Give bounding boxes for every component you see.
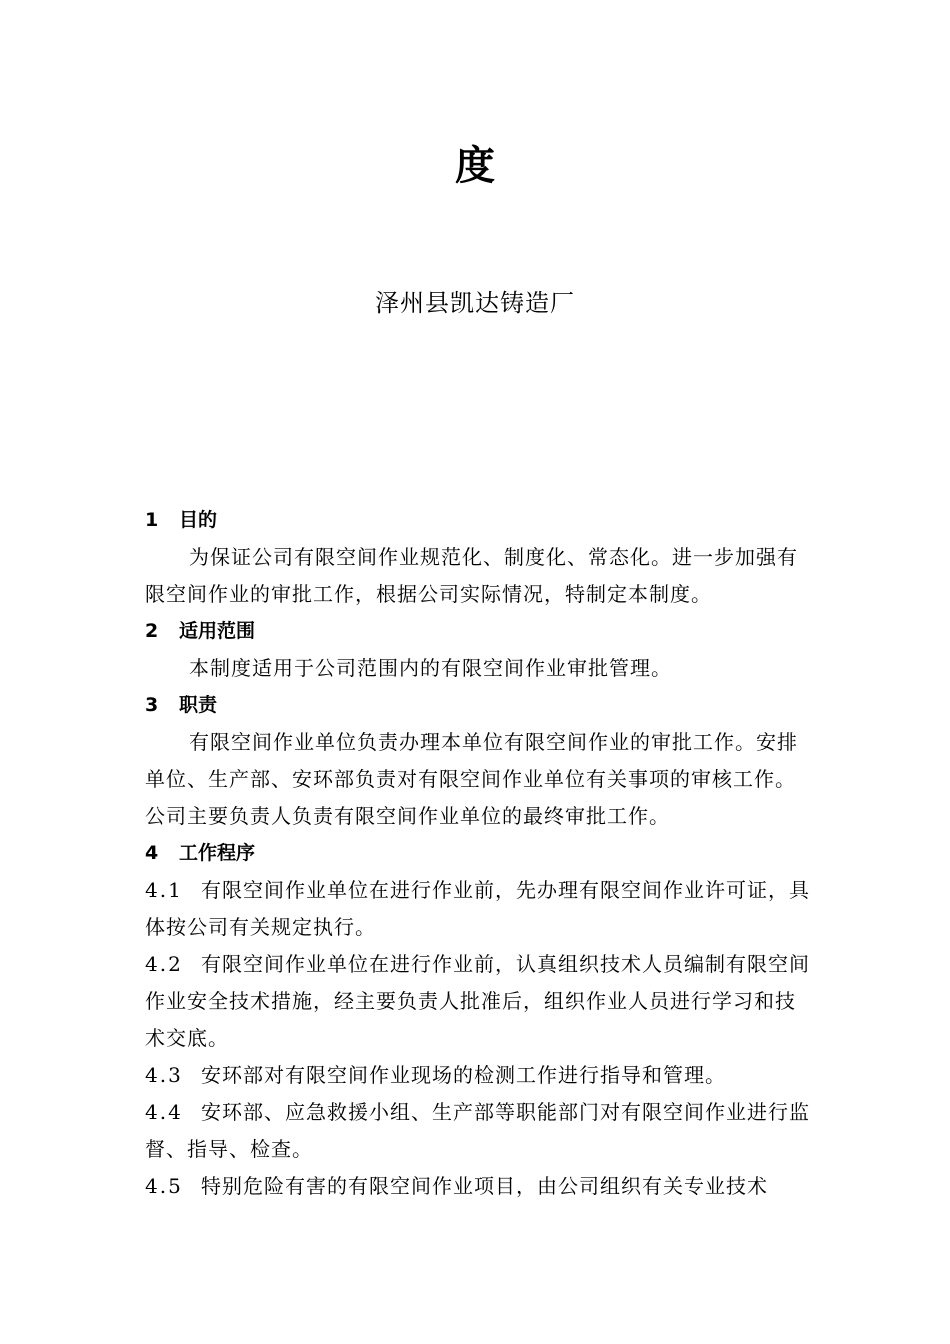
list-item xyxy=(145,1094,815,1168)
list-item xyxy=(145,946,815,1057)
item-number: 4.1 xyxy=(145,878,183,902)
item-text: 有限空间作业单位在进行作业前，认真组织技术人员编制有限空间作业安全技术措施，经主要负责人批准后，组织作业人员进行学习和技术交底。 xyxy=(145,952,810,1050)
paragraph: 本制度适用于公司范围内的有限空间作业审批管理。 xyxy=(189,656,672,680)
paragraph: 为保证公司有限空间作业规范化、制度化、常态化。进一步加强有限空间作业的审批工作，根据公司实际情况，特制定本制度。 xyxy=(145,545,798,606)
section-heading xyxy=(145,835,815,872)
item-number: 4.2 xyxy=(145,952,183,976)
section-title: 职责 xyxy=(179,694,218,716)
item-text: 安环部对有限空间作业现场的检测工作进行指导和管理。 xyxy=(201,1063,726,1087)
section-title: 适用范围 xyxy=(179,620,256,642)
item-number: 4.3 xyxy=(145,1063,183,1087)
section-heading xyxy=(145,687,815,724)
section-heading xyxy=(145,613,815,650)
section-number: 2 xyxy=(145,620,159,642)
section-heading xyxy=(145,502,815,539)
document-body xyxy=(145,502,815,1205)
section-number: 3 xyxy=(145,694,159,716)
section-title: 目的 xyxy=(179,509,218,531)
item-number: 4.4 xyxy=(145,1100,183,1124)
item-text: 有限空间作业单位在进行作业前，先办理有限空间作业许可证，具体按公司有关规定执行。 xyxy=(145,878,810,939)
list-item xyxy=(145,872,815,946)
list-item xyxy=(145,1057,815,1094)
list-item xyxy=(145,1168,815,1205)
item-text: 安环部、应急救援小组、生产部等职能部门对有限空间作业进行监督、指导、检查。 xyxy=(145,1100,810,1161)
item-text: 特别危险有害的有限空间作业项目，由公司组织有关专业技术 xyxy=(201,1174,768,1198)
organization-name: 泽州县凯达铸造厂 xyxy=(375,289,575,317)
section-number: 4 xyxy=(145,842,159,864)
document-title: 度 xyxy=(455,143,495,189)
item-number: 4.5 xyxy=(145,1174,183,1198)
paragraph: 有限空间作业单位负责办理本单位有限空间作业的审批工作。安排单位、生产部、安环部负责对有限空间作业单位有关事项的审核工作。公司主要负责人负责有限空间作业单位的最终审批工作。 xyxy=(145,730,798,828)
section-title: 工作程序 xyxy=(179,842,256,864)
section-number: 1 xyxy=(145,509,159,531)
